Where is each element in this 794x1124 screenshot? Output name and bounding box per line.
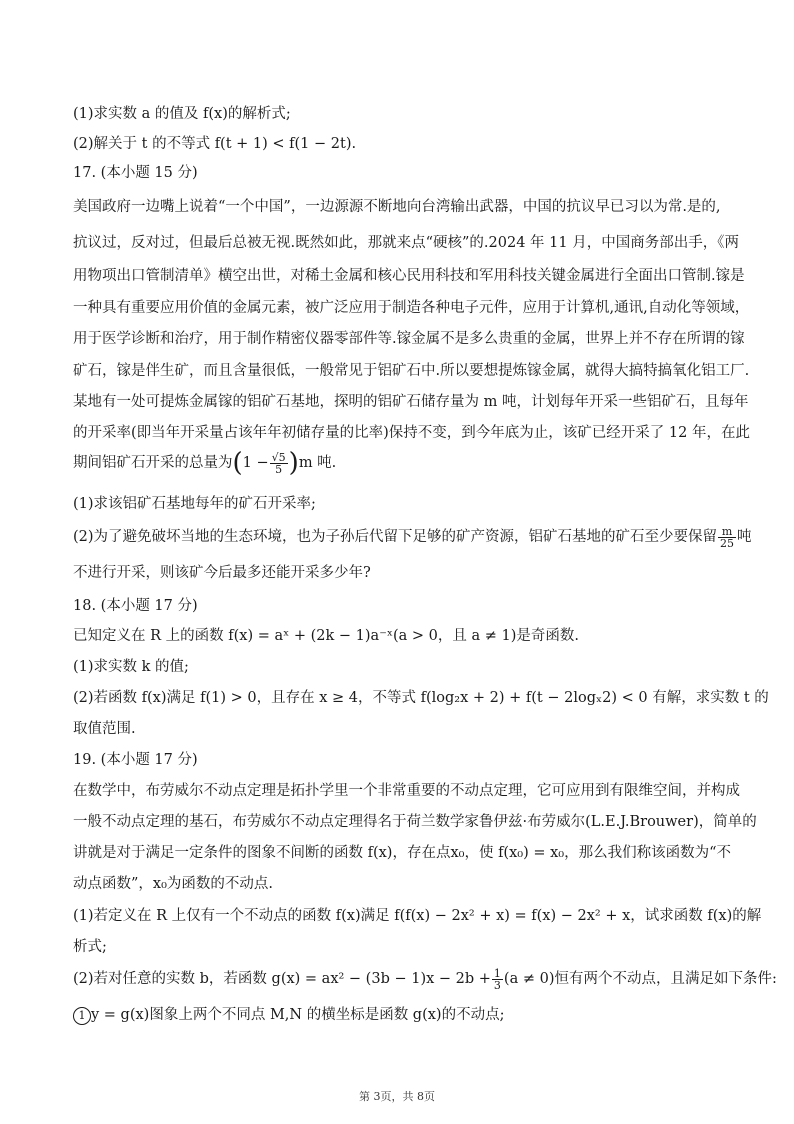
q16-part2: (2)解关于 t 的不等式 f(t + 1) < f(1 − 2t). (73, 136, 357, 152)
q19-condition1-line (73, 1005, 734, 1025)
q18-part2-cont: 取值范围. (73, 721, 136, 737)
q17-text-line: 某地有一处可提炼金属镓的铝矿石基地，探明的铝矿石储存量为 m 吨，计划每年开采一些铝矿石，且每年 (73, 394, 749, 410)
q17-text-line: 用于医学诊断和治疗，用于制作精密仪器零部件等.镓金属不是多么贵重的金属，世界上并不存在所谓的镓 (73, 331, 745, 347)
q19-condition1: y = g(x)图象上两个不同点 M,N 的横坐标是函数 g(x)的不动点; (91, 1007, 505, 1023)
q19-text-line: 一般不动点定理的基石，布劳威尔不动点定理得名于荷兰数学家鲁伊兹·布劳威尔(L.E.J.Brouwer)，简单的 (73, 814, 757, 830)
q19-part1-cont: 析式; (73, 939, 107, 955)
q19-text-line: 在数学中，布劳威尔不动点定理是拓扑学里一个非常重要的不动点定理，它可应用到有限维空间，并构成 (73, 783, 740, 799)
q18-text: 已知定义在 R 上的函数 f(x) = aˣ + (2k − 1)a⁻ˣ(a > 0，且 a ≠ 1)是奇函数. (73, 628, 579, 644)
q19-part2-rest: (a ≠ 0)恒有两个不动点，且满足如下条件: (503, 971, 777, 987)
q19-heading: 19. (本小题 17 分) (73, 752, 198, 768)
q19-part2-text: (2)若对任意的实数 b，若函数 g(x) = ax² − (3b − 1)x − 2b + (73, 971, 491, 987)
q17-text-line: 用物项出口管制清单》横空出世，对稀土金属和核心民用科技和军用科技关键金属进行全面出口管制.镓是 (73, 268, 745, 284)
q17-text-line: 美国政府一边嘴上说着“一个中国”，一边源源不断地向台湾输出武器，中国的抗议早已习以为常.是的, (73, 199, 721, 215)
q17-part2-unit: 吨 (737, 529, 752, 545)
q17-total-inner: 1 − (242, 455, 269, 471)
q19-text-line: 讲就是对于满足一定条件的图象不间断的函数 f(x)，存在点x₀，使 f(x₀) = x₀，那么我们称该函数为“不 (73, 845, 732, 861)
q17-total-line (73, 450, 734, 476)
q19-part2-line (73, 966, 777, 992)
page-footer: 第 3页，共 8页 (359, 1090, 435, 1103)
q17-total-unit: m 吨. (298, 455, 337, 471)
paren-close: ) (288, 448, 299, 478)
q17-heading: 17. (本小题 15 分) (73, 165, 198, 181)
q17-text-line: 一种具有重要应用价值的金属元素，被广泛应用于制造各种电子元件，应用于计算机,通讯,自动化等领域， (73, 300, 750, 316)
fraction-numerator: 1 (493, 966, 501, 980)
fraction-numerator: m (718, 526, 736, 538)
q16-part1: (1)求实数 a 的值及 f(x)的解析式; (73, 106, 291, 122)
q18-part1: (1)求实数 k 的值; (73, 659, 189, 675)
q17-part1: (1)求该铝矿石基地每年的矿石开采率; (73, 496, 316, 512)
q17-text-line: 抗议过，反对过，但最后总被无视.既然如此，那就来点“硬核”的.2024 年 11 月，中国商务部出手，《两 (73, 235, 739, 251)
q17-part2-cont: 不进行开采，则该矿今后最多还能开采多少年? (73, 565, 371, 581)
fraction-denominator: 5 (275, 462, 283, 476)
q18-heading: 18. (本小题 17 分) (73, 598, 198, 614)
q17-total-text: 期间铝矿石开采的总量为 (73, 455, 233, 471)
q19-part1: (1)若定义在 R 上仅有一个不动点的函数 f(x)满足 f(f(x) − 2x² + x) = f(x) − 2x² + x，试求函数 f(x)的解 (73, 908, 762, 924)
q18-part2: (2)若函数 f(x)满足 f(1) > 0，且存在 x ≥ 4，不等式 f(log₂x + 2) + f(t − 2logₓ2) < 0 有解，求实数 t 的 (73, 690, 769, 706)
fraction-denominator: 25 (720, 536, 735, 550)
q17-part2-line (73, 524, 752, 550)
q17-part2-text: (2)为了避免破坏当地的生态环境，也为子孙后代留下足够的矿产资源，铝矿石基地的矿石至少要保留 (73, 529, 718, 545)
sqrt5-over-5-fraction (270, 452, 288, 475)
q17-text-line: 的开采率(即当年开采量占该年年初储存量的比率)保持不变，到今年底为止，该矿已经开采了 12 年，在此 (73, 425, 750, 441)
q19-text-line: 动点函数”，x₀为函数的不动点. (73, 876, 274, 892)
circled-number: 1 (73, 1007, 91, 1025)
fraction-numerator: √5 (271, 450, 286, 464)
m-over-25-fraction (718, 526, 736, 549)
q17-text-line: 矿石，镓是伴生矿，而且含量很低，一般常见于铝矿石中.所以要想提炼镓金属，就得大搞特搞氧化铝工厂. (73, 363, 750, 379)
paren-open: ( (232, 448, 243, 478)
one-third-fraction (492, 968, 503, 991)
fraction-denominator: 3 (493, 978, 501, 992)
